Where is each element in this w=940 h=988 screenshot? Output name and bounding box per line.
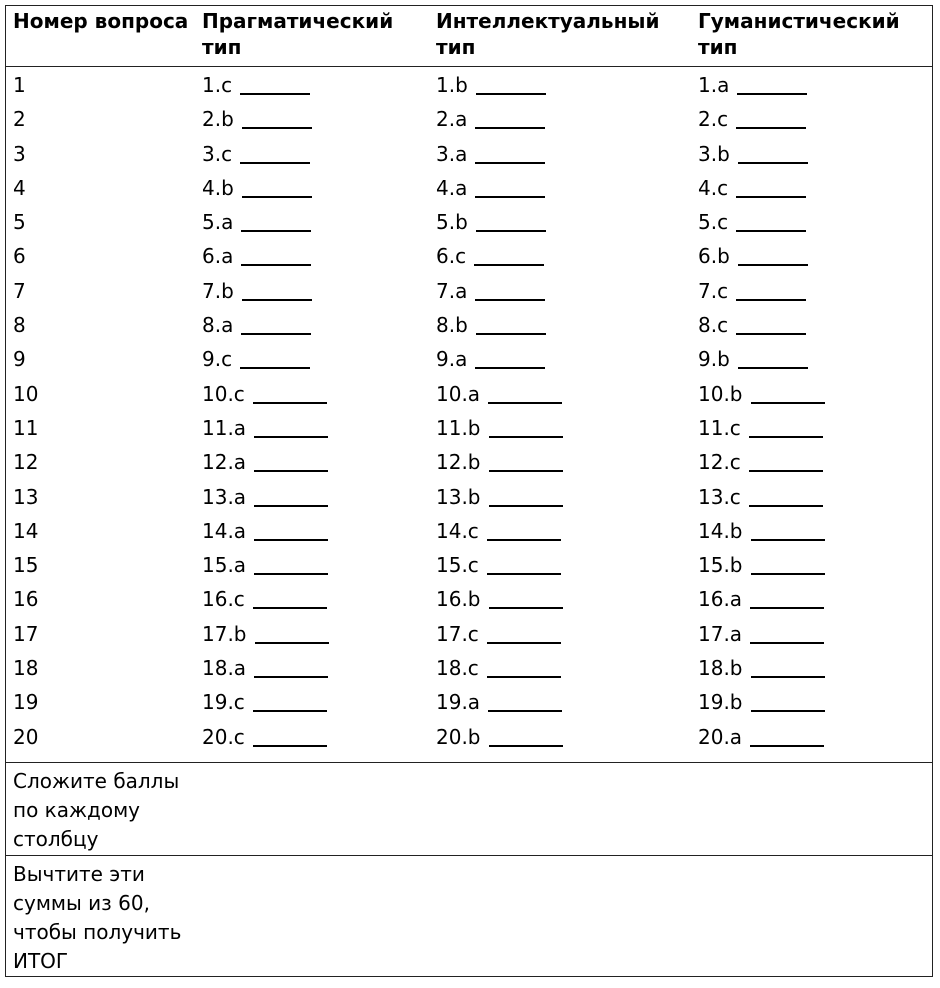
- question-number: [13, 586, 38, 612]
- pragmatic-answer-label: 12.a: [202, 450, 247, 475]
- score-blank-line[interactable]: [750, 642, 824, 644]
- table-row: [6, 411, 932, 445]
- score-blank-line[interactable]: [240, 162, 310, 164]
- humanistic-answer-label: 11.c: [698, 415, 741, 440]
- intellectual-answer: [436, 175, 545, 201]
- humanistic-answer: [698, 209, 806, 235]
- score-blank-line[interactable]: [736, 230, 806, 232]
- score-blank-line[interactable]: [475, 367, 545, 369]
- humanistic-answer-label: 3.b: [698, 141, 730, 166]
- score-blank-line[interactable]: [751, 573, 825, 575]
- intellectual-answer: [436, 724, 563, 750]
- table-row: [6, 68, 932, 102]
- table-row: [6, 171, 932, 205]
- score-blank-line[interactable]: [475, 196, 545, 198]
- question-number: [13, 518, 38, 544]
- pragmatic-answer: [202, 312, 311, 338]
- question-number: [13, 655, 38, 681]
- intellectual-answer: [436, 484, 563, 510]
- question-number: [13, 381, 38, 407]
- pragmatic-answer: [202, 449, 328, 475]
- humanistic-answer: [698, 141, 808, 167]
- intellectual-answer: [436, 141, 545, 167]
- intellectual-answer-label: 7.a: [436, 278, 468, 303]
- table-row: [6, 137, 932, 171]
- question-number-label: 2: [13, 107, 26, 132]
- total-row: [6, 855, 932, 977]
- humanistic-answer: [698, 689, 825, 715]
- score-blank-line[interactable]: [751, 402, 825, 404]
- table-row: [6, 685, 932, 719]
- pragmatic-answer: [202, 655, 328, 681]
- question-number-label: 3: [13, 141, 26, 166]
- score-blank-line[interactable]: [240, 93, 310, 95]
- total-line4: ИТОГ: [13, 949, 69, 973]
- humanistic-answer-label: 19.b: [698, 690, 743, 715]
- pragmatic-answer-label: 13.a: [202, 484, 247, 509]
- humanistic-answer-label: 6.b: [698, 244, 730, 269]
- pragmatic-answer-label: 6.a: [202, 244, 234, 269]
- table-row: [6, 514, 932, 548]
- score-blank-line[interactable]: [487, 642, 561, 644]
- score-blank-line[interactable]: [241, 333, 311, 335]
- intellectual-answer: [436, 346, 545, 372]
- intellectual-answer: [436, 209, 546, 235]
- answer-rows: [6, 68, 932, 754]
- pragmatic-answer: [202, 518, 328, 544]
- question-number-label: 10: [13, 381, 39, 406]
- table-row: [6, 582, 932, 616]
- question-number-label: 8: [13, 313, 26, 338]
- question-number: [13, 346, 26, 372]
- score-blank-line[interactable]: [750, 607, 824, 609]
- humanistic-answer-label: 18.b: [698, 656, 743, 681]
- pragmatic-answer-label: 18.a: [202, 656, 247, 681]
- score-blank-line[interactable]: [751, 676, 825, 678]
- question-number-label: 6: [13, 244, 26, 269]
- score-blank-line[interactable]: [254, 505, 328, 507]
- question-number: [13, 484, 38, 510]
- humanistic-answer-label: 7.c: [698, 278, 729, 303]
- pragmatic-answer: [202, 278, 312, 304]
- humanistic-answer-label: 17.a: [698, 621, 743, 646]
- header-humanistic-type: [698, 8, 900, 60]
- intellectual-answer: [436, 586, 563, 612]
- table-row: [6, 308, 932, 342]
- score-blank-line[interactable]: [242, 299, 312, 301]
- pragmatic-answer-label: 15.a: [202, 553, 247, 578]
- score-blank-line[interactable]: [474, 264, 544, 266]
- pragmatic-answer-label: 16.c: [202, 587, 245, 612]
- score-blank-line[interactable]: [489, 470, 563, 472]
- pragmatic-answer-label: 8.a: [202, 313, 234, 338]
- humanistic-answer: [698, 243, 808, 269]
- intellectual-answer-label: 13.b: [436, 484, 481, 509]
- header-intellectual-type: [436, 8, 660, 60]
- table-row: [6, 205, 932, 239]
- pragmatic-answer: [202, 689, 327, 715]
- sum-instruction: [13, 767, 213, 854]
- pragmatic-answer-label: 20.c: [202, 724, 245, 749]
- humanistic-answer: [698, 278, 806, 304]
- pragmatic-answer-label: 5.a: [202, 210, 234, 235]
- score-blank-line[interactable]: [476, 93, 546, 95]
- pragmatic-answer: [202, 346, 310, 372]
- pragmatic-answer-label: 2.b: [202, 107, 234, 132]
- score-blank-line[interactable]: [241, 230, 311, 232]
- header-question-number: Номер вопроса: [13, 9, 189, 33]
- score-blank-line[interactable]: [254, 539, 328, 541]
- table-header: [6, 6, 932, 67]
- header-pragmatic-line1: Прагматический: [202, 9, 394, 33]
- sum-line1: Сложите баллы: [13, 769, 180, 793]
- table-row: [6, 342, 932, 376]
- pragmatic-answer-label: 11.a: [202, 415, 247, 440]
- score-blank-line[interactable]: [488, 402, 562, 404]
- pragmatic-answer-label: 10.c: [202, 381, 245, 406]
- score-blank-line[interactable]: [242, 127, 312, 129]
- question-number-label: 7: [13, 278, 26, 303]
- humanistic-answer-label: 14.b: [698, 518, 743, 543]
- pragmatic-answer: [202, 72, 310, 98]
- table-row: [6, 377, 932, 411]
- intellectual-answer-label: 5.b: [436, 210, 468, 235]
- total-instruction: [13, 860, 213, 976]
- humanistic-answer: [698, 381, 825, 407]
- question-number: [13, 724, 38, 750]
- intellectual-answer-label: 15.c: [436, 553, 479, 578]
- score-blank-line[interactable]: [253, 745, 327, 747]
- question-number-label: 20: [13, 724, 39, 749]
- intellectual-answer: [436, 106, 545, 132]
- pragmatic-answer-label: 19.c: [202, 690, 245, 715]
- score-blank-line[interactable]: [476, 333, 546, 335]
- pragmatic-answer: [202, 141, 310, 167]
- humanistic-answer: [698, 724, 824, 750]
- score-blank-line[interactable]: [487, 539, 561, 541]
- humanistic-answer-label: 13.c: [698, 484, 741, 509]
- question-number: [13, 209, 26, 235]
- score-blank-line[interactable]: [737, 93, 807, 95]
- humanistic-answer: [698, 449, 823, 475]
- question-number: [13, 72, 26, 98]
- question-number-label: 4: [13, 175, 26, 200]
- total-line1: Вычтите эти: [13, 862, 145, 886]
- pragmatic-answer: [202, 621, 329, 647]
- humanistic-answer: [698, 586, 824, 612]
- intellectual-answer: [436, 621, 561, 647]
- pragmatic-answer: [202, 552, 328, 578]
- question-number-label: 1: [13, 73, 26, 97]
- score-blank-line[interactable]: [476, 230, 546, 232]
- question-number-label: 15: [13, 553, 39, 578]
- score-blank-line[interactable]: [487, 573, 561, 575]
- score-blank-line[interactable]: [489, 436, 563, 438]
- score-blank-line[interactable]: [475, 127, 545, 129]
- humanistic-answer-label: 8.c: [698, 313, 729, 338]
- question-number-label: 13: [13, 484, 39, 509]
- humanistic-answer-label: 5.c: [698, 210, 729, 235]
- question-number: [13, 552, 38, 578]
- table-row: [6, 651, 932, 685]
- pragmatic-answer: [202, 106, 312, 132]
- pragmatic-answer: [202, 175, 312, 201]
- pragmatic-answer-label: 1.c: [202, 73, 233, 97]
- intellectual-answer: [436, 381, 562, 407]
- header-humanistic-line1: Гуманистический: [698, 9, 900, 33]
- score-blank-line[interactable]: [475, 162, 545, 164]
- header-pragmatic-line2: тип: [202, 35, 242, 59]
- question-number-label: 19: [13, 690, 39, 715]
- intellectual-answer-label: 10.a: [436, 381, 481, 406]
- score-blank-line[interactable]: [475, 299, 545, 301]
- score-blank-line[interactable]: [751, 539, 825, 541]
- score-blank-line[interactable]: [738, 162, 808, 164]
- score-blank-line[interactable]: [489, 607, 563, 609]
- score-blank-line[interactable]: [254, 470, 328, 472]
- humanistic-answer: [698, 484, 823, 510]
- pragmatic-answer: [202, 415, 328, 441]
- humanistic-answer-label: 15.b: [698, 553, 743, 578]
- question-number: [13, 621, 38, 647]
- score-blank-line[interactable]: [749, 436, 823, 438]
- intellectual-answer: [436, 552, 561, 578]
- intellectual-answer-label: 14.c: [436, 518, 479, 543]
- intellectual-answer-label: 8.b: [436, 313, 468, 338]
- humanistic-answer-label: 4.c: [698, 175, 729, 200]
- intellectual-answer: [436, 449, 563, 475]
- sum-line2: по каждому: [13, 798, 141, 822]
- score-blank-line[interactable]: [253, 607, 327, 609]
- humanistic-answer: [698, 518, 825, 544]
- pragmatic-answer: [202, 586, 327, 612]
- intellectual-answer: [436, 655, 561, 681]
- pragmatic-answer: [202, 209, 311, 235]
- score-blank-line[interactable]: [736, 299, 806, 301]
- question-number: [13, 312, 26, 338]
- total-line3: чтобы получить: [13, 920, 182, 944]
- score-blank-line[interactable]: [736, 127, 806, 129]
- header-intellectual-line1: Интеллектуальный: [436, 9, 660, 33]
- intellectual-answer-label: 19.a: [436, 690, 481, 715]
- intellectual-answer-label: 12.b: [436, 450, 481, 475]
- question-number-label: 14: [13, 518, 39, 543]
- intellectual-answer: [436, 415, 563, 441]
- table-row: [6, 617, 932, 651]
- intellectual-answer: [436, 243, 544, 269]
- humanistic-answer: [698, 655, 825, 681]
- intellectual-answer-label: 16.b: [436, 587, 481, 612]
- question-number: [13, 449, 38, 475]
- table-row: [6, 720, 932, 754]
- humanistic-answer-label: 1.a: [698, 73, 730, 97]
- question-number-label: 18: [13, 656, 39, 681]
- score-blank-line[interactable]: [254, 573, 328, 575]
- question-number-label: 17: [13, 621, 39, 646]
- question-number: [13, 141, 26, 167]
- humanistic-answer: [698, 621, 824, 647]
- header-intellectual-line2: тип: [436, 35, 476, 59]
- question-number: [13, 415, 38, 441]
- score-blank-line[interactable]: [242, 196, 312, 198]
- intellectual-answer-label: 3.a: [436, 141, 468, 166]
- humanistic-answer-label: 10.b: [698, 381, 743, 406]
- intellectual-answer: [436, 312, 546, 338]
- humanistic-answer: [698, 552, 825, 578]
- intellectual-answer: [436, 518, 561, 544]
- humanistic-answer-label: 2.c: [698, 107, 729, 132]
- intellectual-answer-label: 6.c: [436, 244, 467, 269]
- intellectual-answer-label: 1.b: [436, 73, 468, 97]
- score-blank-line[interactable]: [749, 505, 823, 507]
- humanistic-answer: [698, 175, 806, 201]
- sum-row: [6, 762, 932, 855]
- table-row: [6, 445, 932, 479]
- humanistic-answer-label: 12.c: [698, 450, 741, 475]
- score-blank-line[interactable]: [736, 196, 806, 198]
- intellectual-answer: [436, 278, 545, 304]
- score-blank-line[interactable]: [254, 436, 328, 438]
- scoring-table: [5, 5, 933, 977]
- pragmatic-answer-label: 14.a: [202, 518, 247, 543]
- question-number-label: 9: [13, 347, 26, 372]
- score-blank-line[interactable]: [254, 676, 328, 678]
- question-number-label: 5: [13, 210, 26, 235]
- question-number: [13, 175, 26, 201]
- score-blank-line[interactable]: [738, 367, 808, 369]
- question-number-label: 16: [13, 587, 39, 612]
- humanistic-answer: [698, 312, 806, 338]
- score-blank-line[interactable]: [738, 264, 808, 266]
- pragmatic-answer: [202, 724, 327, 750]
- humanistic-answer: [698, 106, 806, 132]
- total-line2: суммы из 60,: [13, 891, 150, 915]
- pragmatic-answer-label: 9.c: [202, 347, 233, 372]
- score-blank-line[interactable]: [487, 676, 561, 678]
- intellectual-answer: [436, 72, 546, 98]
- pragmatic-answer-label: 4.b: [202, 175, 234, 200]
- humanistic-answer: [698, 72, 807, 98]
- table-row: [6, 102, 932, 136]
- score-blank-line[interactable]: [489, 745, 563, 747]
- score-blank-line[interactable]: [488, 710, 562, 712]
- intellectual-answer-label: 17.c: [436, 621, 479, 646]
- score-blank-line[interactable]: [253, 710, 327, 712]
- header-pragmatic-type: [202, 8, 393, 60]
- intellectual-answer-label: 18.c: [436, 656, 479, 681]
- score-blank-line[interactable]: [241, 264, 311, 266]
- intellectual-answer-label: 20.b: [436, 724, 481, 749]
- pragmatic-answer: [202, 381, 327, 407]
- score-blank-line[interactable]: [240, 367, 310, 369]
- score-blank-line[interactable]: [749, 470, 823, 472]
- table-row: [6, 239, 932, 273]
- pragmatic-answer-label: 3.c: [202, 141, 233, 166]
- table-row: [6, 274, 932, 308]
- question-number-label: 12: [13, 450, 39, 475]
- pragmatic-answer: [202, 243, 311, 269]
- score-blank-line[interactable]: [736, 333, 806, 335]
- question-number: [13, 278, 26, 304]
- humanistic-answer-label: 9.b: [698, 347, 730, 372]
- question-number: [13, 106, 26, 132]
- pragmatic-answer: [202, 484, 328, 510]
- score-blank-line[interactable]: [489, 505, 563, 507]
- score-blank-line[interactable]: [750, 745, 824, 747]
- intellectual-answer: [436, 689, 562, 715]
- humanistic-answer-label: 16.a: [698, 587, 743, 612]
- header-humanistic-line2: тип: [698, 35, 738, 59]
- intellectual-answer-label: 2.a: [436, 107, 468, 132]
- intellectual-answer-label: 11.b: [436, 415, 481, 440]
- intellectual-answer-label: 4.a: [436, 175, 468, 200]
- humanistic-answer: [698, 346, 808, 372]
- question-number-label: 11: [13, 415, 39, 440]
- pragmatic-answer-label: 7.b: [202, 278, 234, 303]
- humanistic-answer: [698, 415, 823, 441]
- table-row: [6, 480, 932, 514]
- table-row: [6, 548, 932, 582]
- question-number: [13, 689, 38, 715]
- humanistic-answer-label: 20.a: [698, 724, 743, 749]
- intellectual-answer-label: 9.a: [436, 347, 468, 372]
- score-blank-line[interactable]: [253, 402, 327, 404]
- score-blank-line[interactable]: [255, 642, 329, 644]
- pragmatic-answer-label: 17.b: [202, 621, 247, 646]
- question-number: [13, 243, 26, 269]
- score-blank-line[interactable]: [751, 710, 825, 712]
- sum-line3: столбцу: [13, 827, 99, 851]
